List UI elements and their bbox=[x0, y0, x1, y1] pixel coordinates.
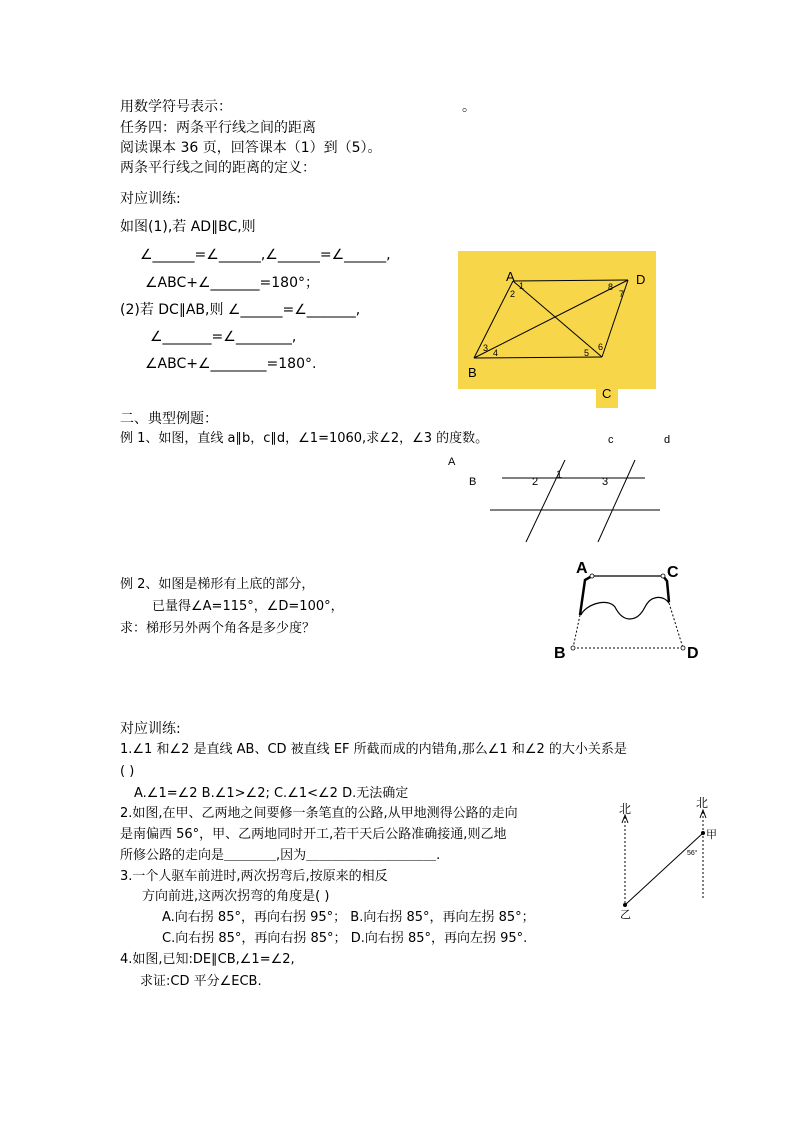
question4-line-a: 4.如图,已知:DE∥CB,∠1=∠2, bbox=[120, 952, 295, 967]
example1-text: 例 1、如图，直线 a∥b，c∥d，∠1=1060,求∠2，∠3 的度数。 bbox=[120, 431, 489, 446]
parallel-lines-figure bbox=[440, 430, 680, 550]
angle-2: 2 bbox=[510, 289, 516, 299]
label-A: A bbox=[506, 269, 515, 284]
angle-2: 2 bbox=[532, 476, 539, 488]
fig1-blank-line-b: ∠ABC+∠_______=180°； bbox=[145, 275, 319, 291]
angle-1: 1 bbox=[556, 469, 563, 481]
angle-7: 7 bbox=[619, 289, 625, 299]
question1-options: A.∠1=∠2 B.∠1>∠2; C.∠1<∠2 D.无法确定 bbox=[134, 786, 409, 801]
question4-line-b: 求证:CD 平分∠ECB. bbox=[140, 974, 262, 989]
label-d: d bbox=[664, 434, 671, 446]
question1: 1.∠1 和∠2 是直线 AB、CD 被直线 EF 所截而成的内错角,那么∠1 和∠2 的大小关系是 bbox=[120, 742, 627, 757]
definition-prompt: 两条平行线之间的距离的定义： bbox=[120, 160, 316, 176]
parallelogram-figure bbox=[456, 250, 660, 410]
label-B: B bbox=[468, 365, 477, 380]
north-label-left: 北 bbox=[619, 802, 632, 816]
line-d bbox=[598, 460, 635, 542]
read-instruction: 阅读课本 36 页，回答课本（1）到（5）。 bbox=[120, 140, 382, 156]
label-D: D bbox=[636, 272, 646, 287]
question3-line-b: 方向前进,这两次拐弯的角度是( ) bbox=[142, 889, 330, 904]
example2-line-b: 已量得∠A=115°，∠D=100°， bbox=[152, 599, 344, 614]
label-c: c bbox=[608, 434, 614, 446]
task4-title: 任务四：两条平行线之间的距离 bbox=[120, 120, 316, 136]
angle-3: 3 bbox=[483, 343, 489, 353]
question2-line-a: 2.如图,在甲、乙两地之间要修一条笔直的公路,从甲地测得公路的走向 bbox=[120, 806, 518, 821]
training-title-1: 对应训练: bbox=[120, 191, 181, 207]
angle-56: 56° bbox=[687, 850, 698, 857]
math-symbol-line: 用数学符号表示： bbox=[120, 99, 232, 115]
label-C: C bbox=[602, 386, 612, 401]
label-yi: 乙 bbox=[620, 909, 631, 920]
label-jia: 甲 bbox=[706, 829, 717, 841]
trapezoid-figure bbox=[545, 555, 715, 665]
label-A: A bbox=[448, 456, 456, 468]
fig1-blank-line-a: ∠______=∠______,∠______=∠______, bbox=[140, 247, 391, 263]
question1-paren: ( ) bbox=[120, 764, 135, 779]
question3-options-cd: C.向右拐 85°，再向右拐 85°； D.向右拐 85°，再向左拐 95°. bbox=[162, 931, 528, 946]
label-D: D bbox=[687, 645, 699, 662]
left-side-dotted bbox=[573, 615, 580, 648]
label-B: B bbox=[554, 645, 566, 662]
angle-8: 8 bbox=[608, 282, 614, 292]
figure-background bbox=[458, 251, 656, 389]
example2-line-c: 求：梯形另外两个角各是多少度？ bbox=[120, 621, 316, 636]
section2-title: 二、典型例题： bbox=[120, 411, 218, 427]
north-label-right: 北 bbox=[696, 796, 709, 810]
question2-line-b: 是南偏西 56°，甲、乙两地同时开工,若干天后公路准确接通,则乙地 bbox=[120, 827, 507, 842]
question3-line-a: 3.一个人驱车前进时,两次拐弯后,按原来的相反 bbox=[120, 869, 388, 884]
period-mark: 。 bbox=[462, 99, 476, 115]
example2-line-a: 例 2、如图是梯形有上底的部分， bbox=[120, 577, 315, 592]
angle-1: 1 bbox=[519, 281, 525, 291]
label-B: B bbox=[469, 476, 477, 488]
question2-line-c: 所修公路的走向是＿＿＿＿,因为＿＿＿＿＿＿＿＿＿＿. bbox=[120, 848, 441, 863]
angle-4: 4 bbox=[493, 348, 499, 358]
compass-figure bbox=[610, 795, 720, 920]
question3-options-ab: A.向右拐 85°，再向右拐 95°； B.向右拐 85°，再向左拐 85°； bbox=[162, 910, 535, 925]
fig2-condition: (2)若 DC∥AB,则 ∠______=∠_______, bbox=[120, 302, 361, 318]
angle-6: 6 bbox=[598, 342, 604, 352]
broken-edge bbox=[581, 597, 669, 619]
angle-5: 5 bbox=[584, 348, 590, 358]
fig1-condition: 如图(1),若 AD∥BC,则 bbox=[120, 219, 256, 235]
angle-3: 3 bbox=[602, 476, 609, 488]
fig2-blank-line-a: ∠_______=∠________, bbox=[150, 329, 297, 345]
label-C: C bbox=[667, 564, 679, 581]
label-A: A bbox=[576, 560, 588, 577]
road-line bbox=[625, 833, 703, 905]
right-side-dotted bbox=[669, 603, 683, 648]
training-title-2: 对应训练: bbox=[120, 721, 181, 737]
fig2-blank-line-b: ∠ABC+∠________=180°. bbox=[145, 356, 317, 372]
